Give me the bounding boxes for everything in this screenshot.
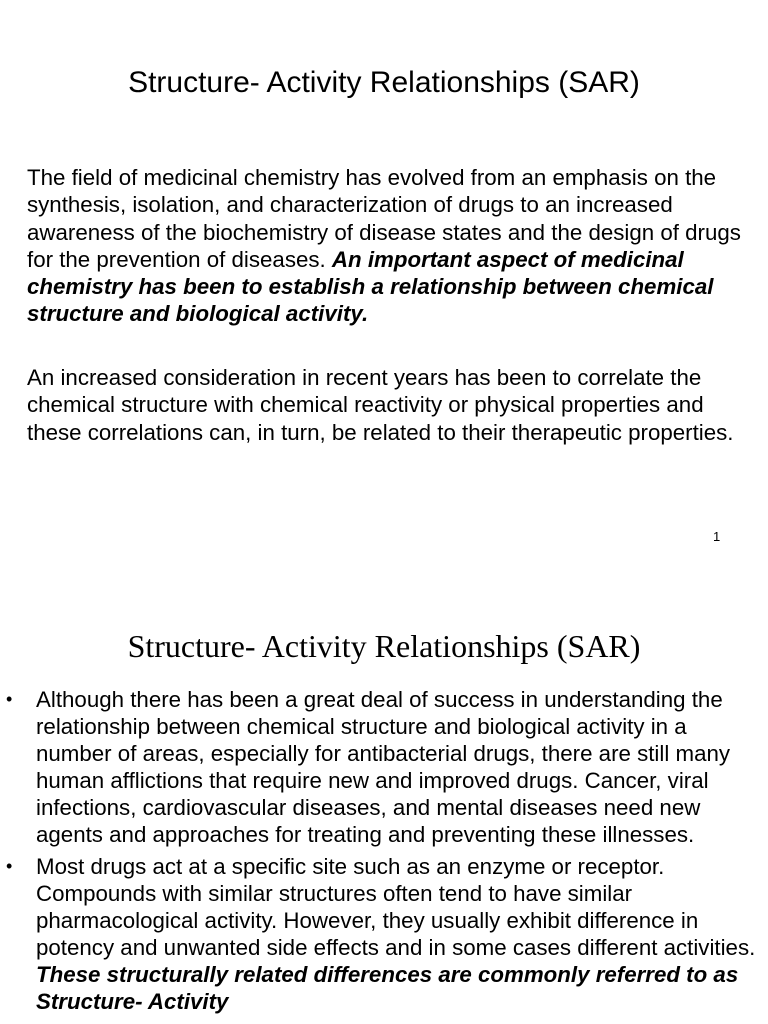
slide-2 <box>0 580 768 1024</box>
bullet-text: Most drugs act at a specific site such as an enzyme or receptor. Compounds with similar structures often tend to have similar pharmacological activity. However, they usually exhibit difference in potency and unwanted side effects and in some cases different activities. <box>36 853 756 960</box>
bullet-item <box>0 853 768 1016</box>
bullet-icon: • <box>6 689 13 709</box>
bullet-icon: • <box>6 855 13 876</box>
intro-paragraph <box>27 164 757 328</box>
bullet-item <box>0 686 768 849</box>
bullet-list <box>0 686 768 1019</box>
intro-text: The field of medicinal chemistry has evolved from an emphasis on the synthesis, isolation, and characterization of drugs to an increased awareness of the biochemistry of disease states and the design of drugs for the prevention of diseases. <box>27 165 741 272</box>
bullet-text: Although there has been a great deal of success in understanding the relationship between chemical structure and biological activity in a number of areas, especially for antibacterial drugs, there are still many human afflictions that require new and improved drugs. Cancer, viral infections, cardiovascular diseases, and mental diseases need new agents and approaches for treating and preventing these illnesses. <box>36 687 731 848</box>
slide-1-title: Structure- Activity Relationships (SAR) <box>128 66 640 99</box>
slide-2-title: Structure- Activity Relationships (SAR) <box>127 628 641 664</box>
page-number: 1 <box>713 529 721 544</box>
correlation-paragraph: An increased consideration in recent years has been to correlate the chemical structure with chemical reactivity or physical properties and these correlations can, in turn, be related to their therapeutic properties. <box>27 365 734 445</box>
intro-emphasis: An important aspect of medicinal chemistry has been to establish a relationship between chemical structure and biological activity. <box>27 246 714 327</box>
bullet-emphasis: These structurally related differences are commonly referred to as Structure- Activity <box>36 961 739 1015</box>
